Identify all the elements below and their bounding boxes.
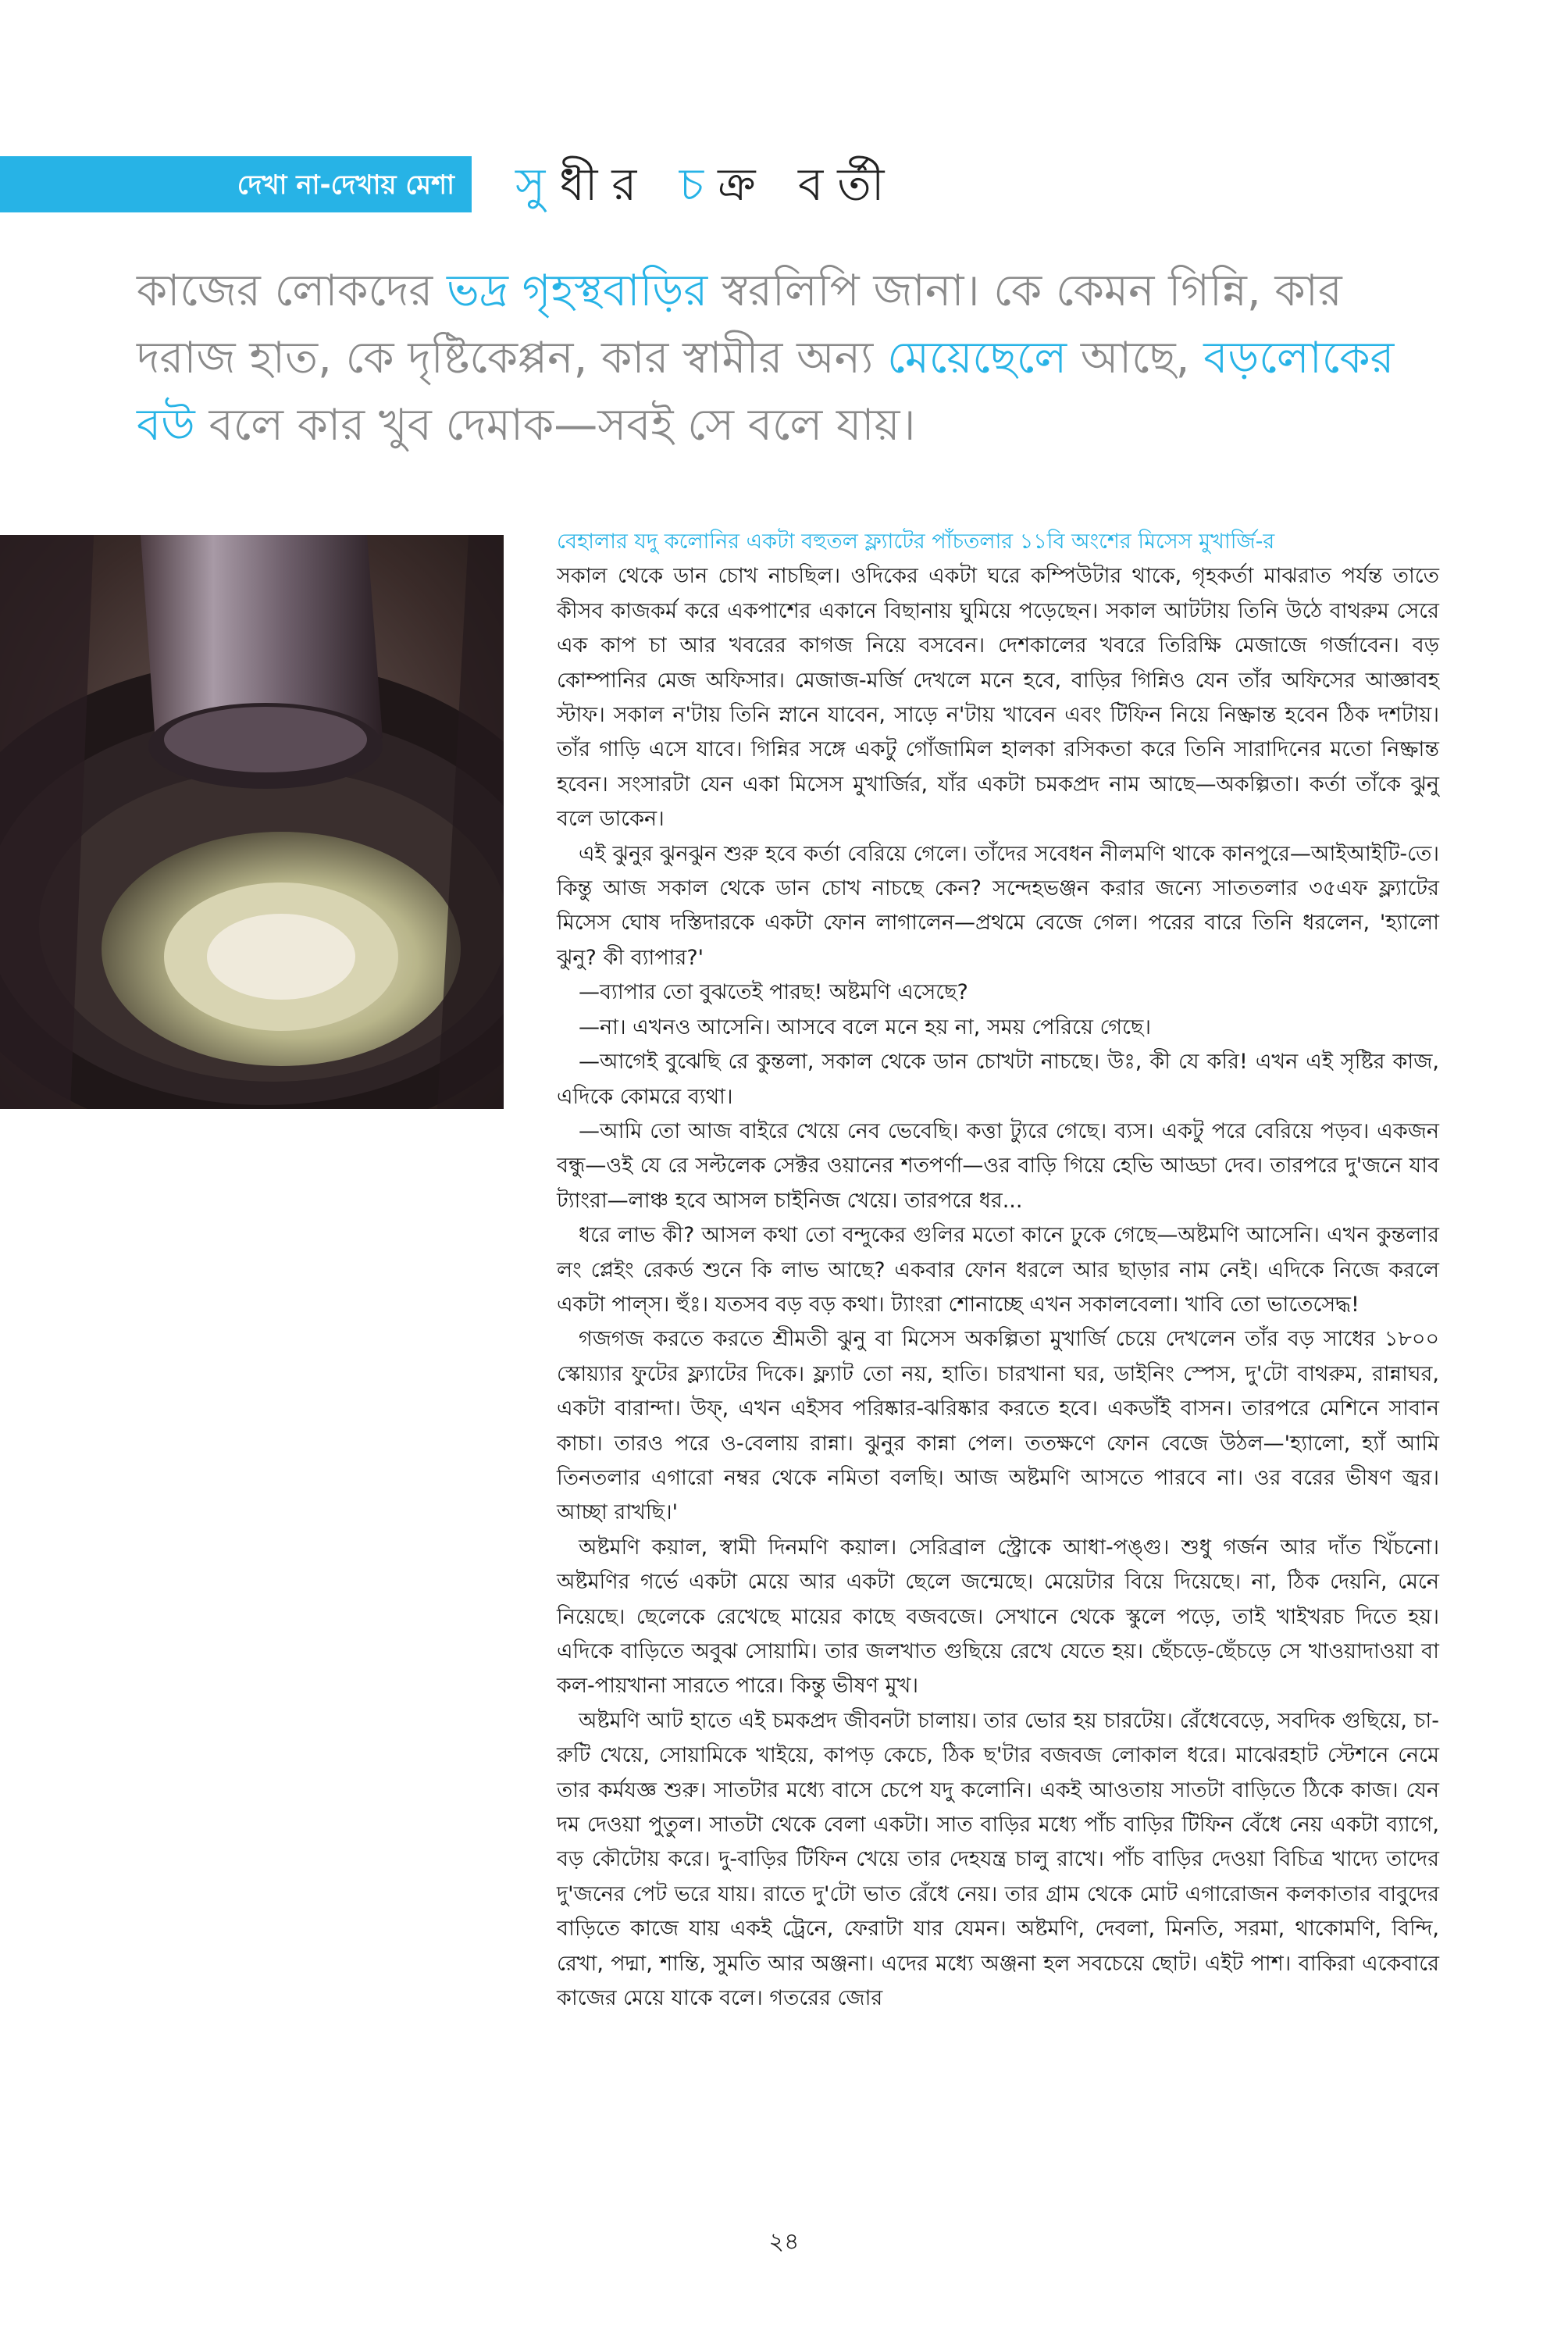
page-number: ২৪ — [768, 2228, 800, 2256]
article-paragraph: অষ্টমণি আট হাতে এই চমকপ্রদ জীবনটা চালায়। তার ভোর হয় চারটেয়। রেঁধেবেড়ে, সবদিক গুছিয়ে, চা-রুটি খেয়ে, সোয়ামিকে খাইয়ে, কাপড় কেচে, ঠিক ছ'টার বজবজ লোকাল ধরে। মাঝেরহাট স্টেশনে নেমে তার কর্মযজ্ঞ শুরু। সাতটার মধ্যে বাসে চেপে যদু কলোনি। একই আওতায় সাতটা বাড়িতে ঠিকে কাজ। যেন দম দেওয়া পুতুল। সাতটা থেকে বেলা একটা। সাত বাড়ির মধ্যে পাঁচ বাড়ির টিফিন বেঁধে নেয় একটা ব্যাগে, বড় কৌটোয় করে। দু-বাড়ির টিফিন খেয়ে তার দেহযন্ত্র চালু রাখে। পাঁচ বাড়ির দেওয়া বিচিত্র খাদ্যে তাদের দু'জনের পেট ভরে যায়। রাতে দু'টো ভাত রেঁধে নেয়। তার গ্রাম থেকে মোট এগারোজন কলকাতার বাবুদের বাড়িতে কাজে যায় একই ট্রেনে, ফেরাটা যার যেমন। অষ্টমণি, দেবলা, মিনতি, সরমা, থাকোমণি, বিন্দি, রেখা, পদ্মা, শান্তি, সুমতি আর অঞ্জনা। এদের মধ্যে অঞ্জনা হল সবচেয়ে ছোট। এইট পাশ। বাকিরা একেবারে কাজের মেয়ে যাকে বলে। গতরের জোর — [557, 1708, 1439, 2011]
intro-highlight: বড়লোকের বউ — [137, 333, 1395, 451]
article-paragraph: গজগজ করতে করতে শ্রীমতী ঝুনু বা মিসেস অকল্পিতা মুখার্জি চেয়ে দেখলেন তাঁর বড় সাধের ১৮০০ স্কোয়্যার ফুটের ফ্ল্যাটের দিকে। ফ্ল্যাট তো নয়, হাতি। চারখানা ঘর, ডাইনিং স্পেস, দু'টো বাথরুম, রান্নাঘর, একটা বারান্দা। উফ্, এখন এইসব পরিষ্কার-ঝরিষ্কার করতে হবে। একডাঁই বাসন। তারপরে মেশিনে সাবান কাচা। তারও পরে ও-বেলায় রান্না। ঝুনুর কান্না পেল। ততক্ষণে ফোন বেজে উঠল—'হ্যালো, হ্যাঁ আমি তিনতলার এগারো নম্বর থেকে নমিতা বলছি। আজ অষ্টমণি আসতে পারবে না। ওর বরের ভীষণ জ্বর। আচ্ছা রাখছি।' — [557, 1327, 1439, 1525]
article-paragraph: —ব্যাপার তো বুঝতেই পারছ! অষ্টমণি এসেছে? — [579, 980, 968, 1005]
intro-highlight: ভদ্র গৃহস্থবাড়ির — [447, 266, 708, 316]
intro-text: বলে কার খুব দেমাক—সবই সে বলে যায়। — [194, 400, 916, 451]
article-paragraph: —আগেই বুঝেছি রে কুন্তলা, সকাল থেকে ডান চোখটা নাচছে। উঃ, কী যে করি! এখন এই সৃষ্টির কাজ, এদিকে কোমরে ব্যথা। — [557, 1050, 1439, 1109]
article-paragraph: ধরে লাভ কী? আসল কথা তো বন্দুকের গুলির মতো কানে ঢুকে গেছে—অষ্টমণি আসেনি। এখন কুন্তলার লং প্লেইং রেকর্ড শুনে কি লাভ আছে? একবার ফোন ধরলে আর ছাড়ার নাম নেই। এদিকে নিজে করলে একটা পাল্স। হুঁঃ। যতসব বড় বড় কথা। ট্যাংরা শোনাচ্ছে এখন সকালবেলা। খাবি তো ভাতেসেদ্ধ! — [557, 1223, 1439, 1317]
author-name-part: সু — [515, 158, 560, 211]
author-name-part: ধীর — [559, 158, 651, 211]
kitchen-utensil-photo — [0, 535, 504, 1109]
article-body — [557, 525, 1439, 2016]
intro-blurb — [137, 258, 1449, 459]
intro-text: কাজের লোকদের — [137, 266, 447, 316]
article-paragraph: —আমি তো আজ বাইরে খেয়ে নেব ভেবেছি। কত্তা ট্যুরে গেছে। ব্যস। একটু পরে বেরিয়ে পড়ব। একজন বন্ধু—ওই যে রে সল্টলেক সেক্টর ওয়ানের শতপর্ণা—ওর বাড়ি গিয়ে হেভি আড্ডা দেব। তারপরে দু'জনে যাব ট্যাংরা—লাঞ্চ হবে আসল চাইনিজ খেয়ে। তারপরে ধর... — [557, 1118, 1439, 1213]
article-paragraph: —না। এখনও আসেনি। আসবে বলে মনে হয় না, সময় পেরিয়ে গেছে। — [579, 1015, 1151, 1039]
section-banner — [0, 156, 472, 212]
article-paragraph: এই ঝুনুর ঝুনঝুন শুরু হবে কর্তা বেরিয়ে গেলে। তাঁদের সবেধন নীলমণি থাকে কানপুরে—আইআইটি-তে। কিন্তু আজ সকাল থেকে ডান চোখ নাচছে কেন? সন্দেহভঞ্জন করার জন্যে সাততলার ৩৫এফ ফ্ল্যাটের মিসেস ঘোষ দস্তিদারকে একটা ফোন লাগালেন—প্রথমে বেজে গেল। পরের বারে তিনি ধরলেন, 'হ্যালো ঝুনু? কী ব্যাপার?' — [557, 841, 1439, 970]
article-lead-line: বেহালার যদু কলোনির একটা বহুতল ফ্ল্যাটের পাঁচতলার ১১বি অংশের মিসেস মুখার্জি-র — [557, 530, 1275, 554]
section-label: দেখা না-দেখায় মেশা — [237, 169, 454, 201]
article-paragraph: সকাল থেকে ডান চোখ নাচছিল। ওদিকের একটা ঘরে কম্পিউটার থাকে, গৃহকর্তা মাঝরাত পর্যন্ত তাতে কীসব কাজকর্ম করে একপাশের একানে বিছানায় ঘুমিয়ে পড়েছেন। সকাল আটটায় তিনি উঠে বাথরুম সেরে এক কাপ চা আর খবরের কাগজ নিয়ে বসবেন। দেশকালের খবরে তিরিক্ষি মেজাজে গর্জাবেন। বড় কোম্পানির মেজ অফিসার। মেজাজ-মর্জি দেখলে মনে হবে, বাড়ির গিন্নিও যেন তাঁর অফিসের আজ্ঞাবহ স্টাফ। সকাল ন'টায় তিনি স্নানে যাবেন, সাড়ে ন'টায় খাবেন এবং টিফিন নিয়ে নিষ্ক্রান্ত হবেন ঠিক দশটায়। তাঁর গাড়ি এসে যাবে। গিন্নির সঙ্গে একটু গোঁজামিল হালকা রসিকতা করে তিনি সারাদিনের মতো নিষ্ক্রান্ত হবেন। সংসারটা যেন একা মিসেস মুখার্জির, যাঁর একটা চমকপ্রদ নাম আছে—অকল্পিতা। কর্তা তাঁকে ঝুনু বলে ডাকেন। — [557, 564, 1439, 832]
author-name-part: ক্র বর্তী — [718, 158, 899, 211]
intro-text: স্বরলিপি জানা। কে কেমন গিন্নি, কার দরাজ হাত, কে দৃষ্টিকেপ্পন, কার স্বামীর অন্য — [137, 266, 1342, 383]
photo-illustration — [0, 535, 504, 1109]
author-name — [515, 153, 898, 216]
intro-highlight: মেয়েছেলে — [887, 333, 1067, 383]
article-paragraph: অষ্টমণি কয়াল, স্বামী দিনমণি কয়াল। সেরিব্রাল স্ট্রোকে আধা-পঙ্গু। শুধু গর্জন আর দাঁত খিঁচনো। অষ্টমণির গর্ভে একটা মেয়ে আর একটা ছেলে জন্মেছে। মেয়েটার বিয়ে দিয়েছে। না, ঠিক দেয়নি, মেনে নিয়েছে। ছেলেকে রেখেছে মায়ের কাছে বজবজে। সেখানে থেকে স্কুলে পড়ে, তাই খাইখরচ দিতে হয়। এদিকে বাড়িতে অবুঝ সোয়ামি। তার জলখাত গুছিয়ে রেখে যেতে হয়। ছেঁচড়ে-ছেঁচড়ে সে খাওয়াদাওয়া বা কল-পায়খানা সারতে পারে। কিন্তু ভীষণ মুখ। — [557, 1535, 1439, 1699]
intro-text: আছে, — [1067, 333, 1204, 383]
author-name-part: চ — [679, 158, 718, 211]
